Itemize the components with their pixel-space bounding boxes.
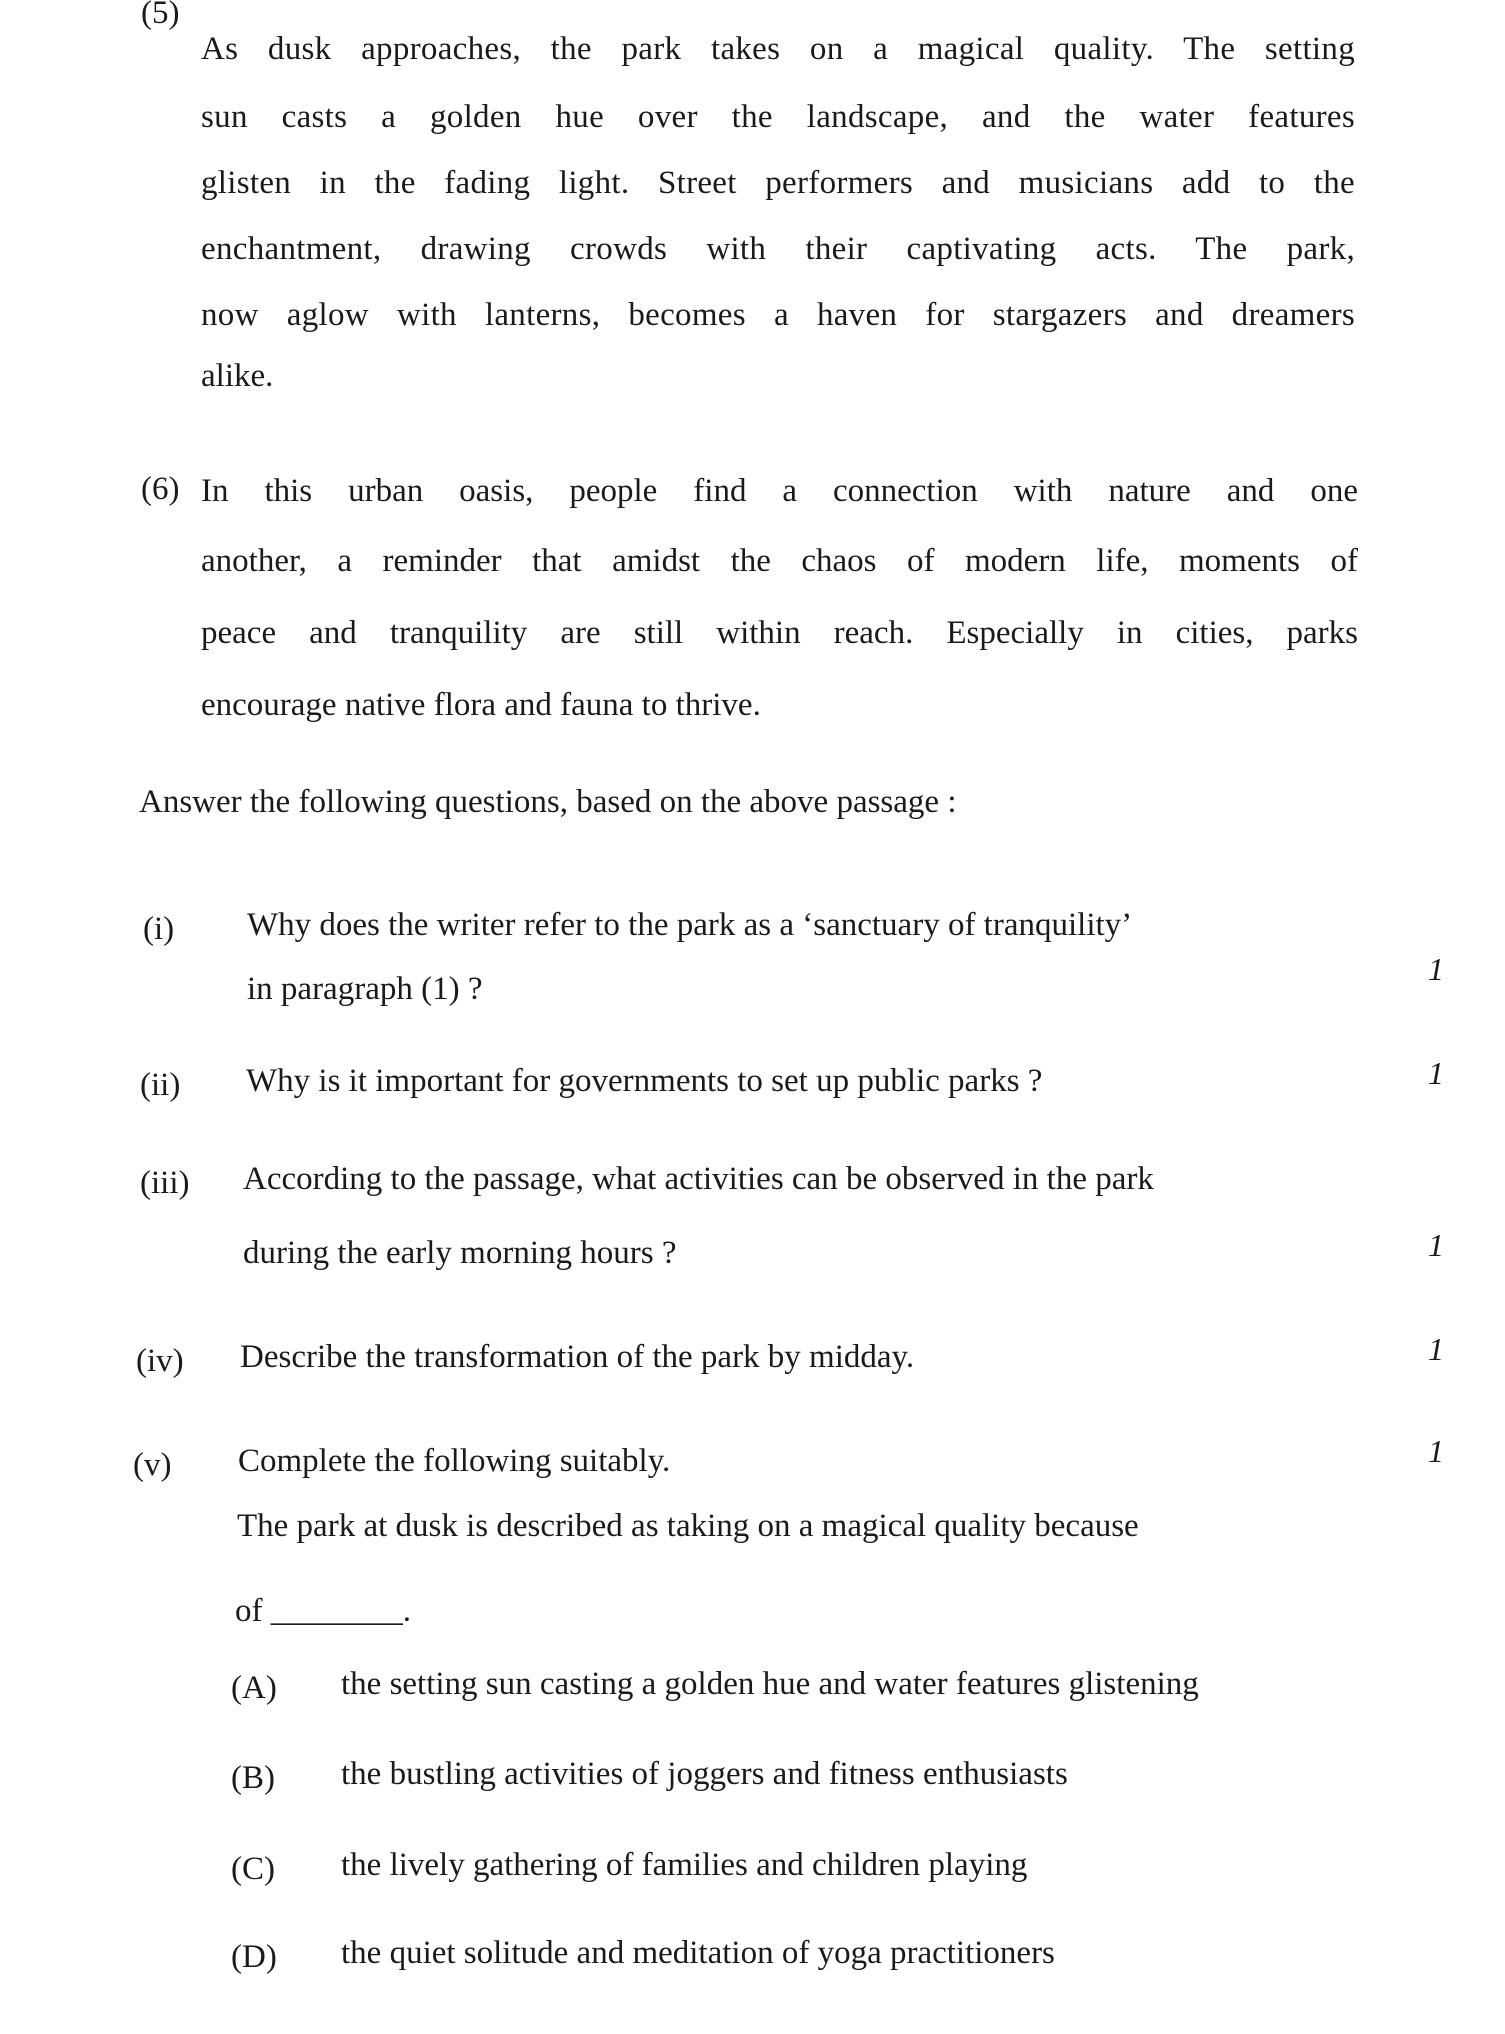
question-text: Complete the following suitably. <box>238 1443 671 1479</box>
question-number: (v) <box>133 1447 172 1483</box>
question-text: Describe the transformation of the park by midday. <box>240 1339 915 1375</box>
marks: 1 <box>1428 951 1444 987</box>
question-text: during the early morning hours ? <box>243 1235 677 1271</box>
text-line: now aglow with lanterns, becomes a haven for stargazers and dreamers <box>201 297 1355 333</box>
text-line: another, a reminder that amidst the chaos of modern life, moments of <box>201 543 1358 579</box>
text-line: peace and tranquility are still within reach. Especially in cities, parks <box>201 615 1358 651</box>
question-number: (ii) <box>140 1067 181 1103</box>
marks: 1 <box>1428 1433 1444 1469</box>
question-stem-blank: of ________. <box>235 1593 411 1629</box>
question-text: Why is it important for governments to set up public parks ? <box>246 1063 1043 1099</box>
text-line: As dusk approaches, the park takes on a magical quality. The setting <box>201 31 1355 67</box>
option-letter: (C) <box>231 1851 275 1887</box>
question-number: (i) <box>143 911 175 947</box>
option-text: the quiet solitude and meditation of yoga practitioners <box>341 1935 1055 1971</box>
paragraph-number: (5) <box>141 0 180 31</box>
question-text: According to the passage, what activities can be observed in the park <box>243 1161 1154 1197</box>
marks: 1 <box>1428 1055 1444 1091</box>
option-text: the setting sun casting a golden hue and water features glistening <box>341 1666 1199 1702</box>
question-text: Why does the writer refer to the park as a ‘sanctuary of tranquility’ <box>247 907 1133 943</box>
option-text: the lively gathering of families and children playing <box>341 1847 1028 1883</box>
option-text: the bustling activities of joggers and fitness enthusiasts <box>341 1756 1068 1792</box>
paragraph-number: (6) <box>141 471 180 507</box>
text-line: sun casts a golden hue over the landscape, and the water features <box>201 99 1355 135</box>
marks: 1 <box>1428 1331 1444 1367</box>
question-number: (iv) <box>136 1343 184 1379</box>
text-line: In this urban oasis, people find a connection with nature and one <box>201 473 1358 509</box>
question-text: in paragraph (1) ? <box>247 971 483 1007</box>
text-line: encourage native flora and fauna to thrive. <box>201 687 761 723</box>
question-stem: The park at dusk is described as taking on a magical quality because <box>237 1508 1139 1544</box>
instruction: Answer the following questions, based on the above passage : <box>139 784 957 820</box>
option-letter: (A) <box>231 1670 277 1706</box>
text-line: glisten in the fading light. Street performers and musicians add to the <box>201 165 1355 201</box>
text-line: alike. <box>201 358 274 394</box>
option-letter: (B) <box>231 1760 275 1796</box>
text-line: enchantment, drawing crowds with their captivating acts. The park, <box>201 231 1355 267</box>
marks: 1 <box>1428 1227 1444 1263</box>
option-letter: (D) <box>231 1939 277 1975</box>
question-number: (iii) <box>140 1165 190 1201</box>
